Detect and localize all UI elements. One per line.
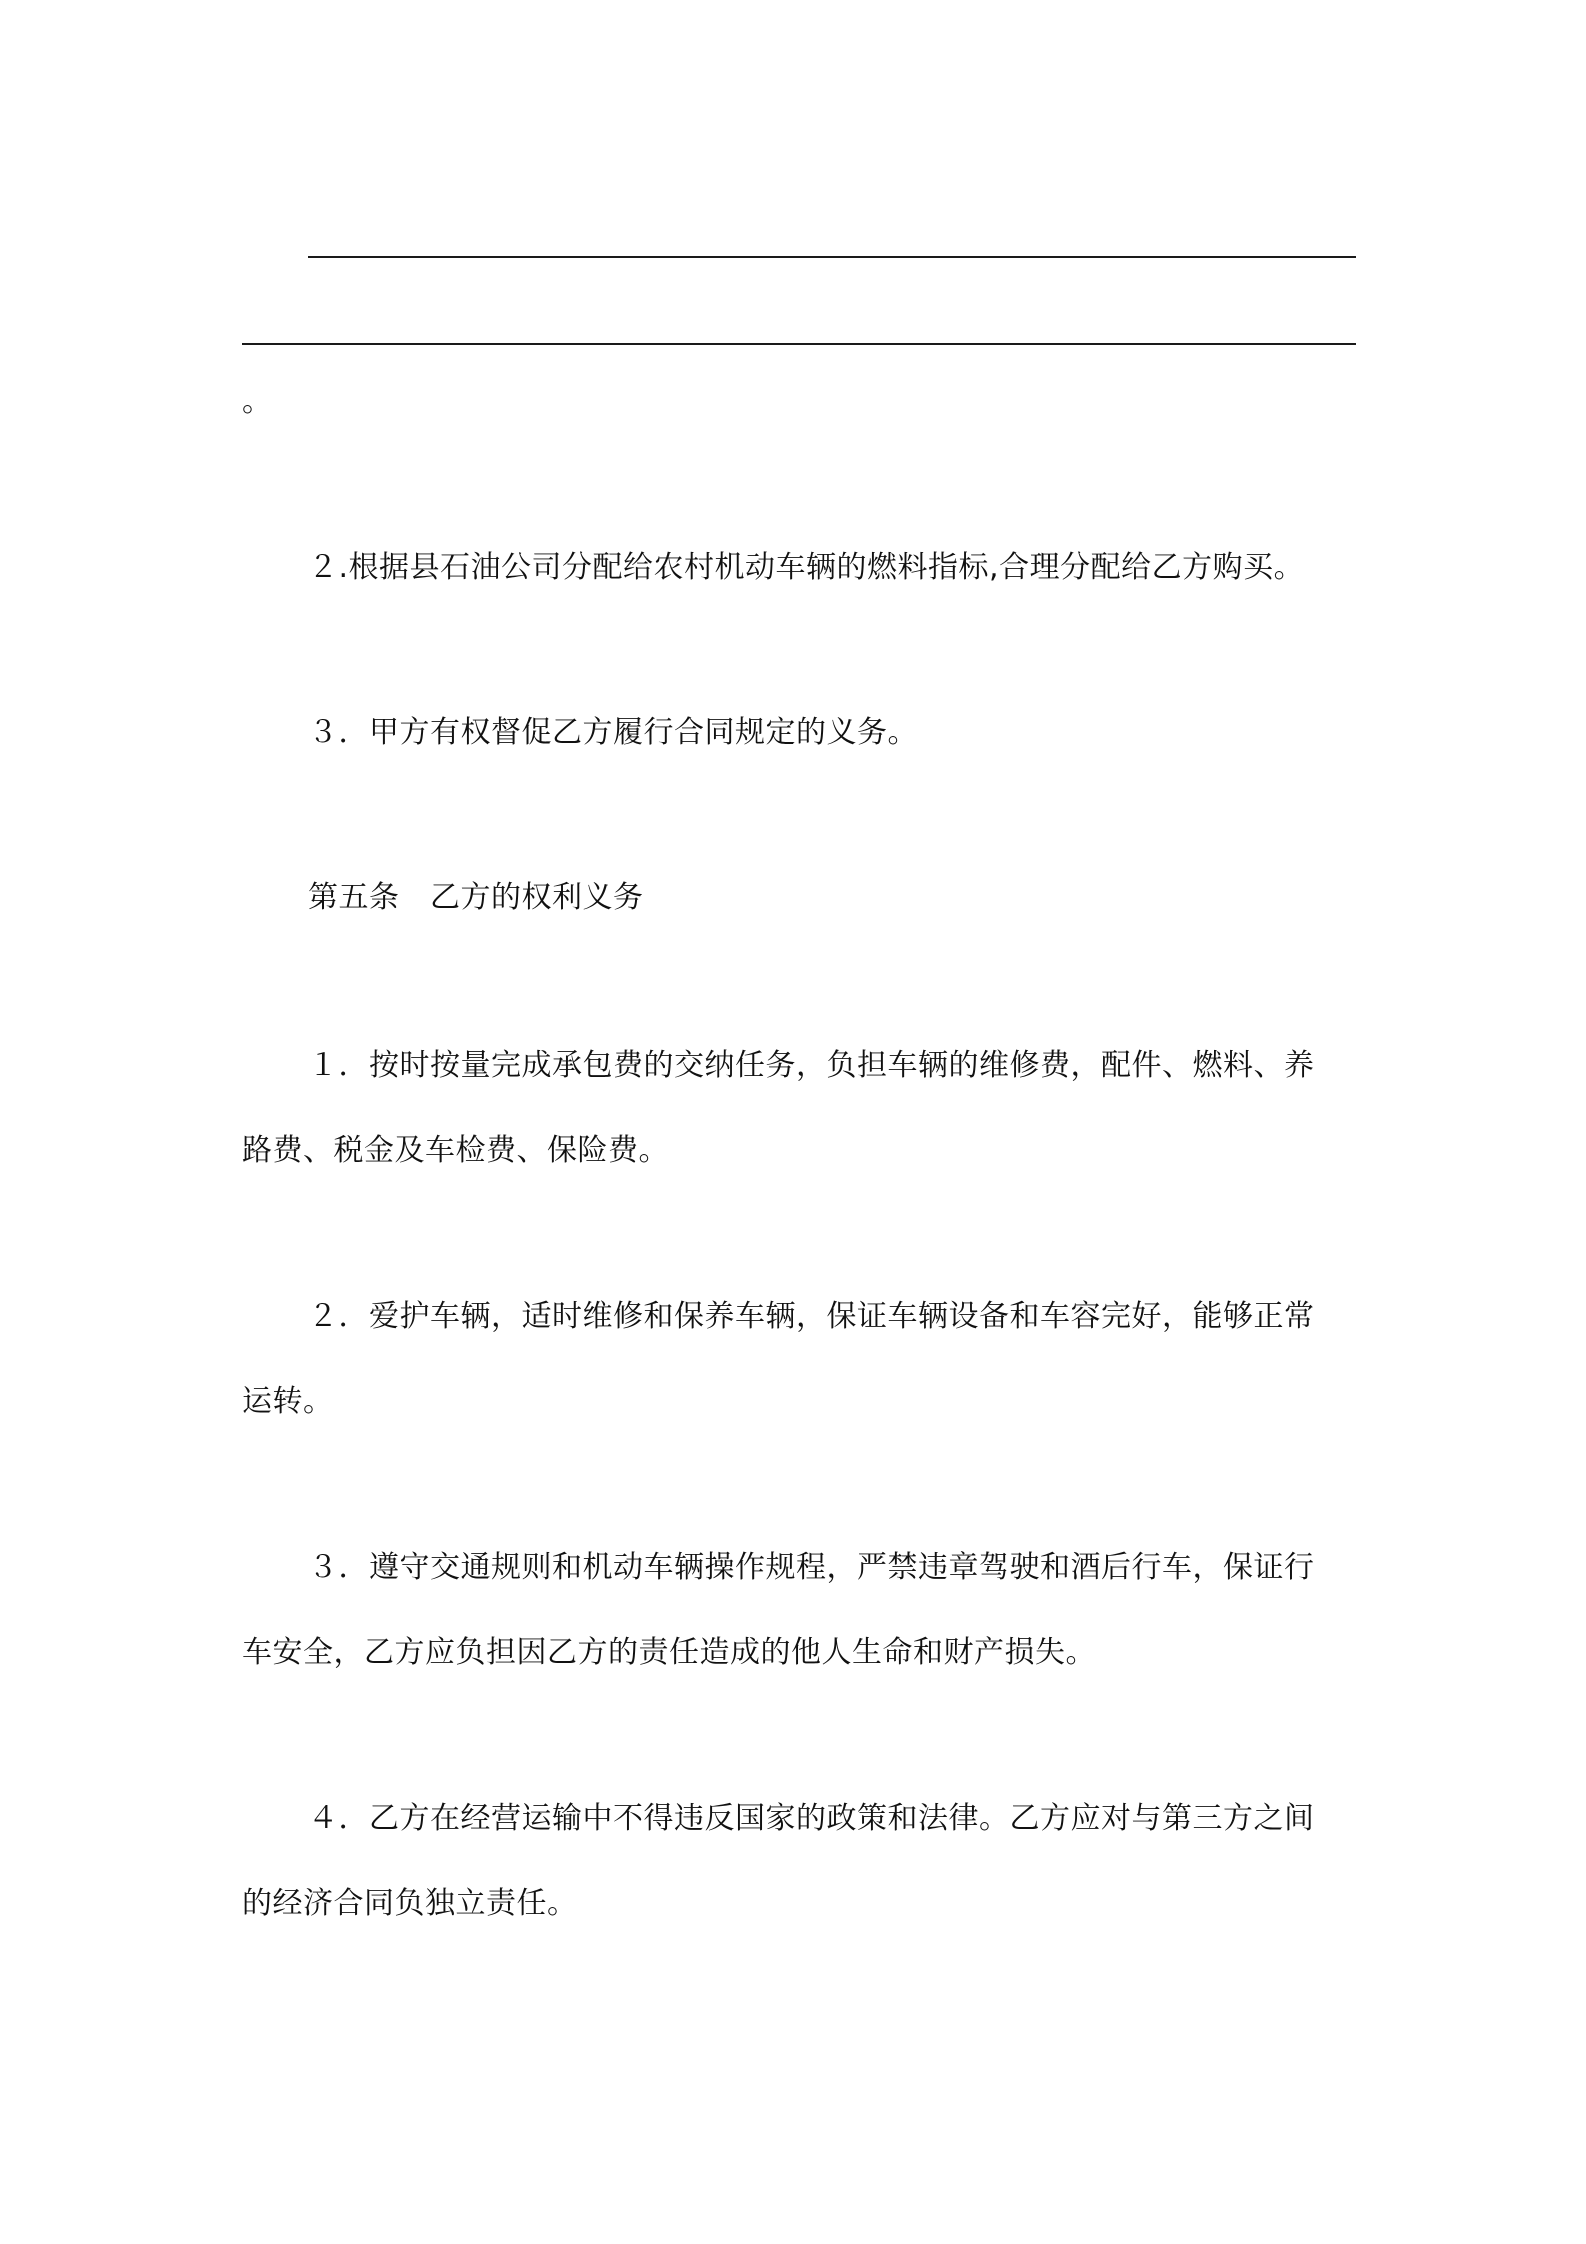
paragraph-party-b-item-3-line-1: ３．遵守交通规则和机动车辆操作规程，严禁违章驾驶和酒后行车，保证行 bbox=[308, 1550, 1315, 1585]
paragraph-party-b-item-4-line-2: 的经济合同负独立责任。 bbox=[242, 1886, 578, 1921]
blank-fill-line bbox=[308, 256, 1356, 258]
paragraph-party-a-item-3: ３．甲方有权督促乙方履行合同规定的义务。 bbox=[308, 715, 918, 750]
blank-fill-line bbox=[242, 343, 1356, 345]
trailing-period: 。 bbox=[242, 384, 273, 419]
paragraph-party-b-item-2-line-2: 运转。 bbox=[242, 1384, 334, 1419]
paragraph-party-a-item-2: ２.根据县石油公司分配给农村机动车辆的燃料指标,合理分配给乙方购买。 bbox=[308, 550, 1305, 585]
paragraph-party-b-item-1-line-1: １．按时按量完成承包费的交纳任务，负担车辆的维修费，配件、燃料、养 bbox=[308, 1048, 1315, 1083]
paragraph-party-b-item-3-line-2: 车安全，乙方应负担因乙方的责任造成的他人生命和财产损失。 bbox=[242, 1635, 1096, 1670]
paragraph-party-b-item-2-line-1: ２．爱护车辆，适时维修和保养车辆，保证车辆设备和车容完好，能够正常 bbox=[308, 1299, 1315, 1334]
paragraph-party-b-item-4-line-1: ４．乙方在经营运输中不得违反国家的政策和法律。乙方应对与第三方之间 bbox=[308, 1801, 1315, 1836]
paragraph-party-b-item-1-line-2: 路费、税金及车检费、保险费。 bbox=[242, 1133, 669, 1168]
article-five-heading: 第五条 乙方的权利义务 bbox=[308, 880, 644, 915]
